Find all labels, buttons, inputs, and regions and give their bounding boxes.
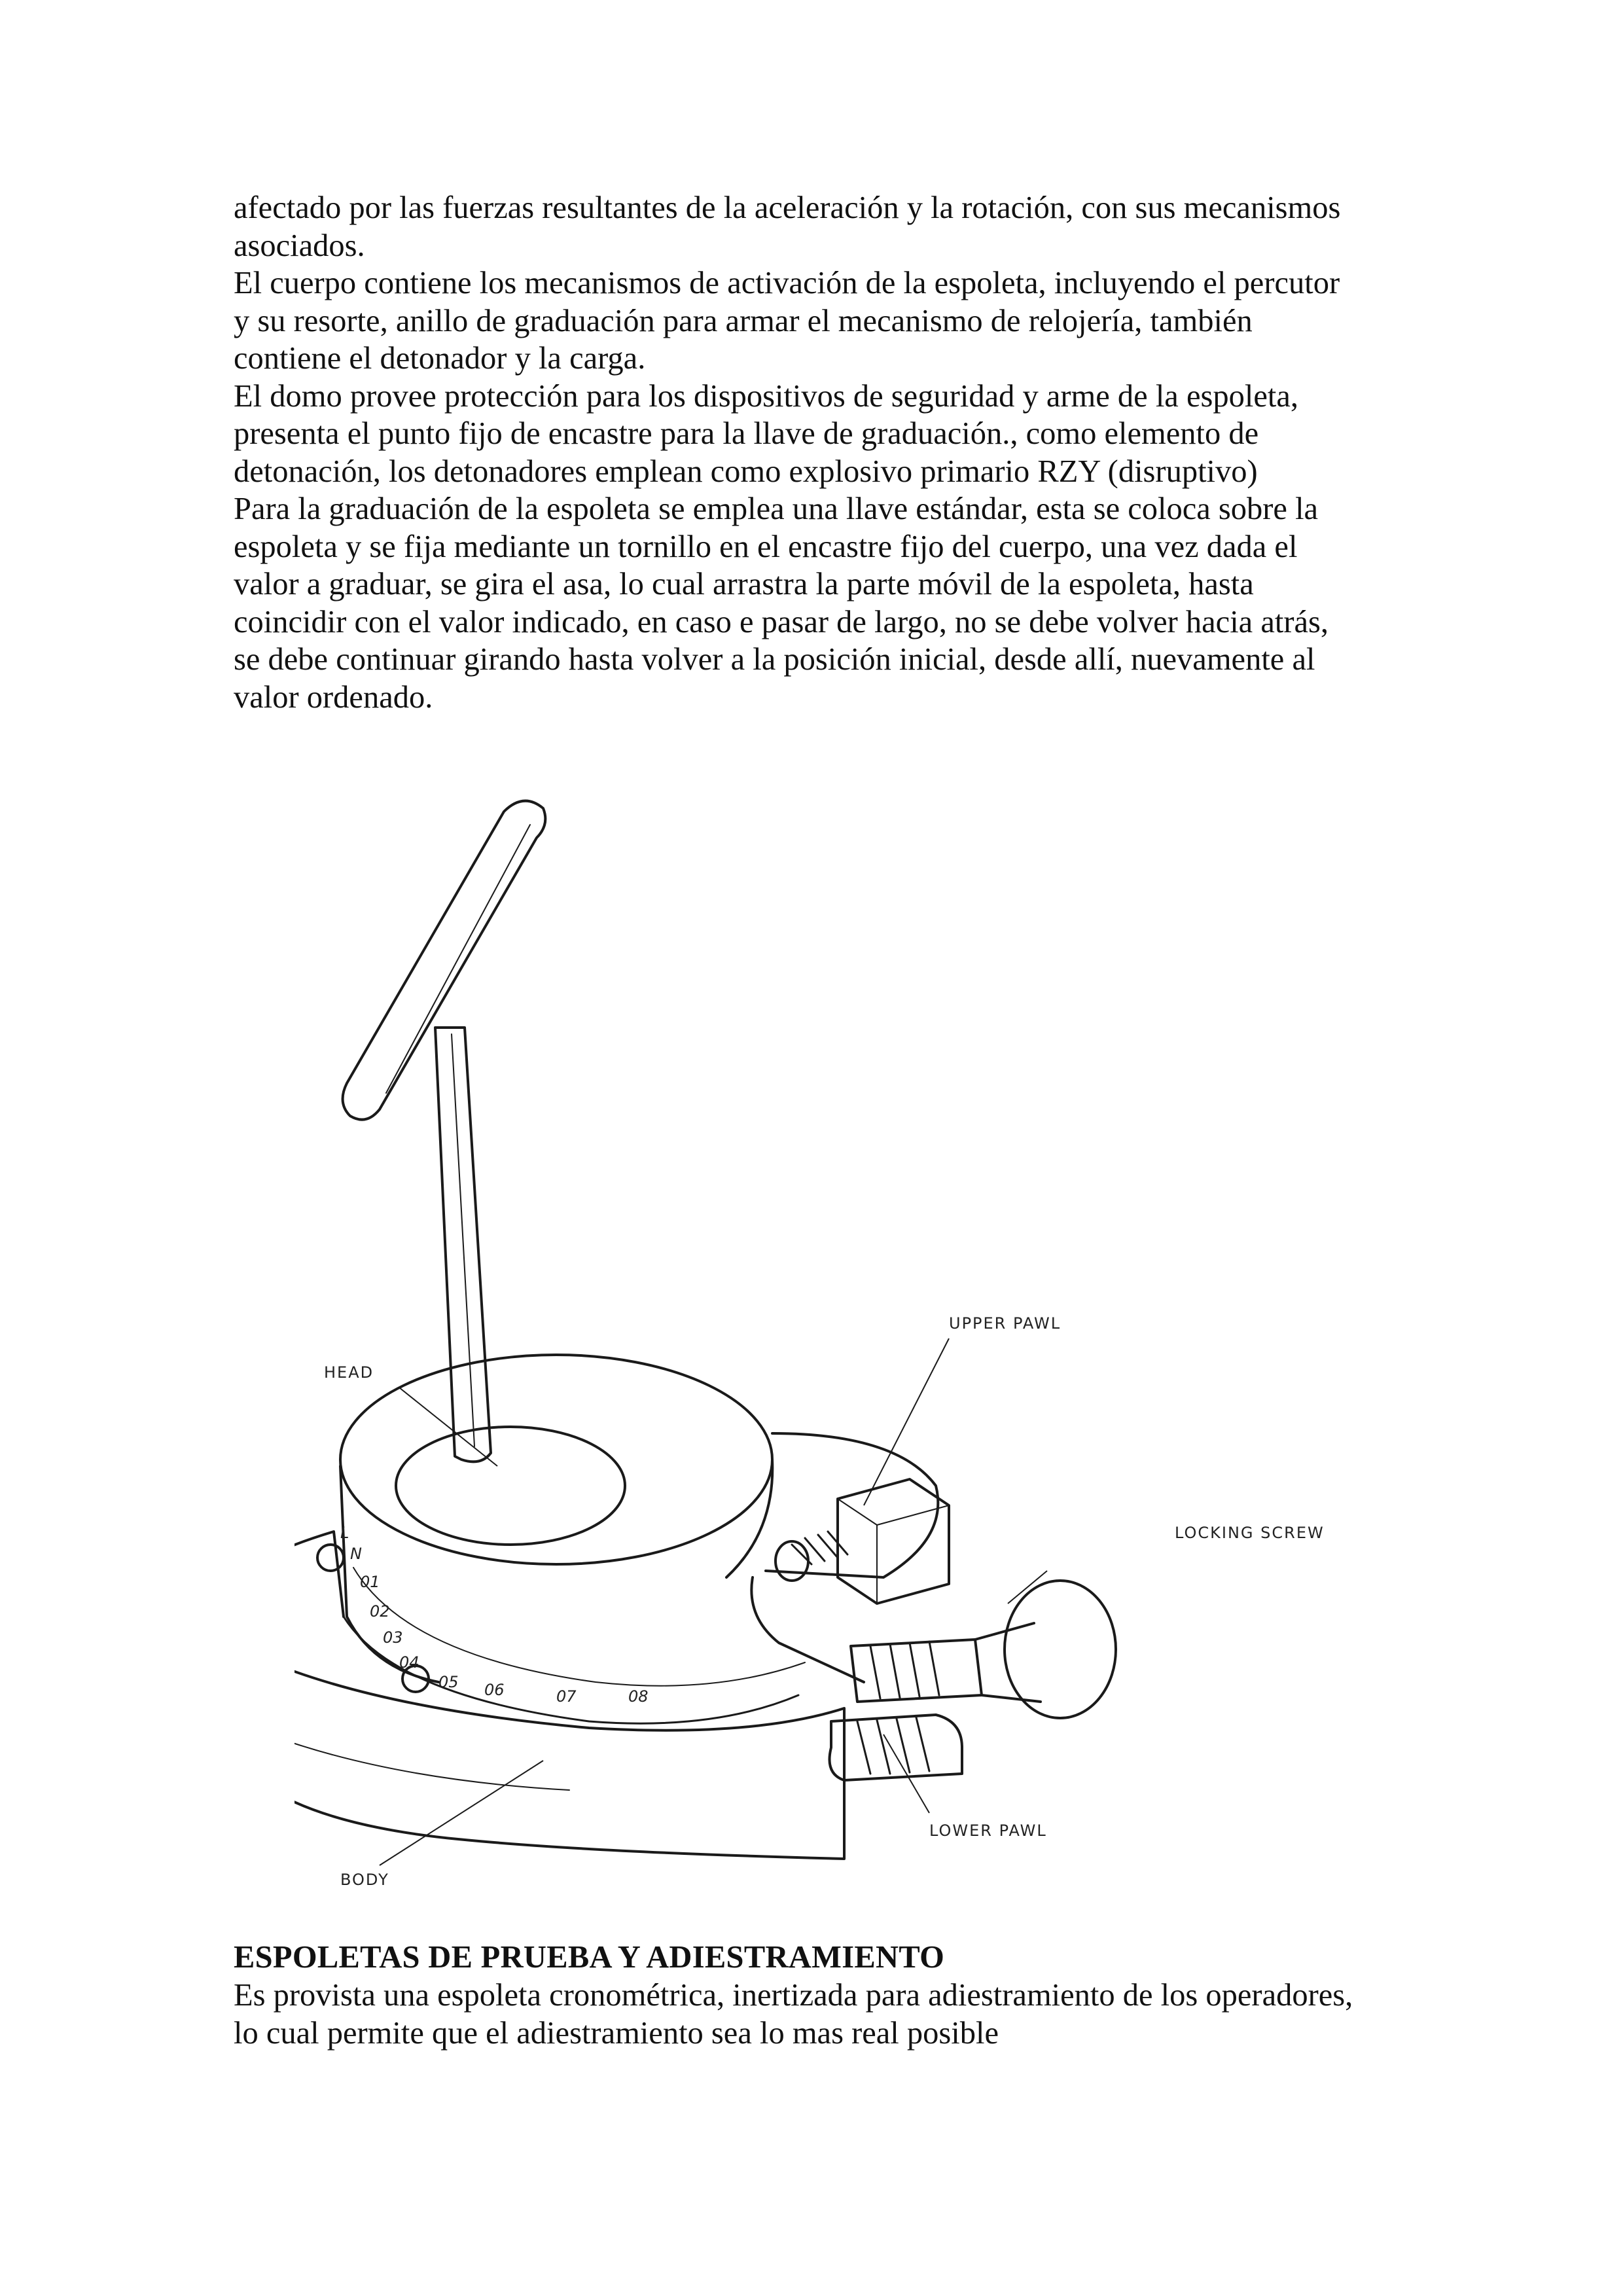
text-line: espoleta y se fija mediante un tornillo en el encastre fijo del cuerpo, una vez dada el <box>234 529 1298 564</box>
text-line: detonación, los detonadores emplean como explosivo primario RZY (disruptivo) <box>234 454 1258 489</box>
section-heading: ESPOLETAS DE PRUEBA Y ADIESTRAMIENTO <box>234 1940 945 1975</box>
head-disc-top <box>340 1355 772 1564</box>
dial-markings <box>340 1524 649 1706</box>
text-line: afectado por las fuerzas resultantes de la aceleración y la rotación, con sus mecanismos <box>234 190 1341 225</box>
label-upper-pawl: UPPER PAWL <box>949 1314 1061 1333</box>
text-line: Es provista una espoleta cronométrica, inertizada para adiestramiento de los operadores, <box>234 1978 1353 2013</box>
locking-screw-knob <box>1005 1581 1116 1718</box>
body-paragraph <box>234 189 1405 716</box>
section-paragraph <box>234 1977 1412 2052</box>
label-lower-pawl: LOWER PAWL <box>929 1821 1047 1840</box>
dial-mark: L <box>340 1524 349 1542</box>
text-line: Para la graduación de la espoleta se emplea una llave estándar, esta se coloca sobre la <box>234 492 1319 526</box>
lower-pawl <box>830 1715 963 1780</box>
text-line: y su resorte, anillo de graduación para armar el mecanismo de relojería, también <box>234 303 1253 338</box>
text-line: presenta el punto fijo de encastre para la llave de graduación., como elemento de <box>234 416 1259 451</box>
upper-pawl <box>838 1479 949 1604</box>
text-line: El domo provee protección para los dispositivos de seguridad y arme de la espoleta, <box>234 378 1298 414</box>
dial-mark: 08 <box>628 1687 649 1706</box>
text-line: coincidir con el valor indicado, en caso e pasar de largo, no se debe volver hacia atrás, <box>234 604 1329 639</box>
text-line: valor a graduar, se gira el asa, lo cual arrastra la parte móvil de la espoleta, hasta <box>234 567 1254 601</box>
text-line: lo cual permite que el adiestramiento sea lo mas real posible <box>234 2015 999 2051</box>
label-head: HEAD <box>324 1363 374 1382</box>
fuze-setter-drawing <box>294 753 1355 1905</box>
dial-mark: 01 <box>360 1573 380 1591</box>
label-body: BODY <box>340 1871 389 1889</box>
text-line: El cuerpo contiene los mecanismos de activación de la espoleta, incluyendo el percutor <box>234 266 1340 300</box>
dial-mark: 02 <box>370 1602 390 1621</box>
dial-mark: 06 <box>484 1681 505 1699</box>
text-line: asociados. <box>234 228 365 263</box>
dial-mark: N <box>350 1545 362 1563</box>
text-line: se debe continuar girando hasta volver a la posición inicial, desde allí, nuevamente al <box>234 642 1315 677</box>
dial-mark: 05 <box>438 1673 459 1691</box>
text-line: contiene el detonador y la carga. <box>234 341 646 376</box>
text-line: valor ordenado. <box>234 679 433 715</box>
dial-mark: 04 <box>399 1653 419 1672</box>
fuze-setter-illustration <box>294 753 1355 1905</box>
dial-mark: 07 <box>556 1687 577 1706</box>
clamp-arc <box>766 1433 938 1577</box>
dial-mark: 03 <box>383 1628 403 1647</box>
handle-crossbar <box>343 801 546 1120</box>
label-locking-screw: LOCKING SCREW <box>1175 1524 1325 1542</box>
